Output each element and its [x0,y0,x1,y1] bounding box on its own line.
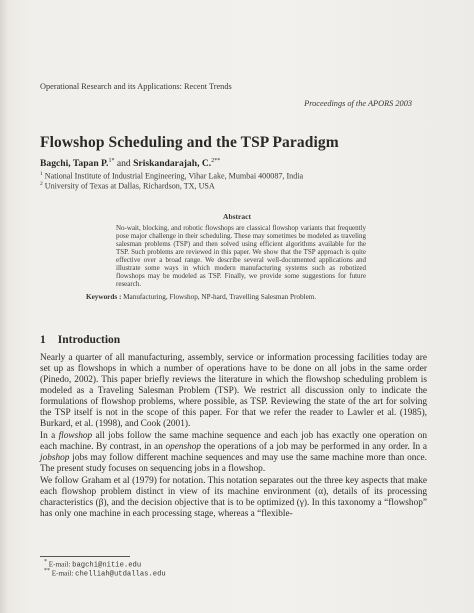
paragraph-2-part: In a [40,431,59,441]
author-1-mark: 1* [108,158,115,164]
section-heading [40,334,120,346]
footnote-2 [44,568,166,578]
author-2-mark: 2** [211,158,221,164]
page-edge-shadow [0,0,8,613]
author-separator: and [114,158,134,170]
term-openshop: openshop [165,442,202,452]
affiliation-2 [40,181,215,191]
footnote-1-label: E-mail: [48,560,73,569]
paragraph-2-part: all jobs follow the same machine sequence and each job has exactly one operation on each machine. By contrast, in an [40,431,427,452]
footnote-2-mark: ** [44,568,50,574]
author-1: Bagchi, Tapan P. [40,158,109,170]
keywords-label: Keywords : [86,293,122,301]
affiliation-2-number: 2 [40,181,43,187]
footnote-divider [40,556,130,557]
abstract-heading: Abstract [223,212,251,221]
footnote-2-email: chelliah@utdallas.edu [75,570,166,579]
term-jobshop: jobshop [40,453,70,463]
footnote-2-label: E-mail: [51,569,76,578]
paper-title: Flowshop Scheduling and the TSP Paradigm [40,134,339,151]
footnote-1-email: bagchi@nitie.edu [72,561,142,570]
paragraph-1: Nearly a quarter of all manufacturing, assembly, service or information processing facilities today are set up as flowshops in which a number of operations have to be done on all jobs in the same order (Pinedo, 2002). This paper briefly reviews the literature in which the flowshop scheduling problem is modeled as a Traveling Salesman Problem (TSP). We restrict all discussion only to indicate the formulations of flowshop problems, where possible, as TSP. Reviewing the state of the art for solving the TSP itself is not in the scope of this paper. For that we refer the reader to Lawler et al. (1985), Burkard, et al. (1998), and Cook (2001). [40,353,427,429]
paragraph-2 [40,431,427,475]
paragraph-2-part: jobs may follow different machine sequences and may use the same machine more than once. The present study focuses on sequencing jobs in a flowshop. [40,453,427,474]
affiliation-1-text: National Institute of Industrial Engineering, Vihar Lake, Mumbai 400087, India [44,171,304,181]
paragraph-2-part: the operations of a job may be performed in any order. In a [201,442,427,452]
affiliation-1-number: 1 [40,171,43,177]
author-line [40,158,220,169]
footnote-1-mark: * [44,559,47,565]
term-flowshop: flowshop [58,431,93,441]
proceedings-label: Proceedings of the APORS 2003 [304,99,412,108]
keywords-line [86,293,316,301]
paragraph-3: We follow Graham et al (1979) for notation. This notation separates out the three key aspects that make each flowshop problem distinct in view of its machine environment (α), details of its processing characteristics (β), and the decision objective that is to be optimized (γ). In this taxonomy a “flowshop” has only one machine in each processing stage, whereas a “flexible- [40,476,427,519]
series-title: Operational Research and its Applications: Recent Trends [40,82,232,91]
affiliation-1 [40,171,303,181]
abstract-text: No-wait, blocking, and robotic flowshops are classical flowshop variants that frequently pose major challenge in their scheduling. These may sometimes be modeled as traveling salesman problems (TSP) and then solved using efficient algorithms available for the TSP. Such problems are reviewed in this paper. We show that the TSP approach is quite effective over a broad range. We describe several well-documented applications and illustrate some ways in which modern manufacturing systems such as robotized flowshops may be modeled as TSP. Finally, we provide some suggestions for future research. [116,224,366,288]
body-text [40,353,427,521]
section-number: 1 [40,334,46,346]
section-title: Introduction [57,334,121,346]
author-2: Sriskandarajah, C. [133,158,212,170]
affiliation-2-text: University of Texas at Dallas, Richardson, TX, USA [44,181,215,191]
keywords-text: Manufacturing, Flowshop, NP-hard, Travelling Salesman Problem. [123,293,317,301]
